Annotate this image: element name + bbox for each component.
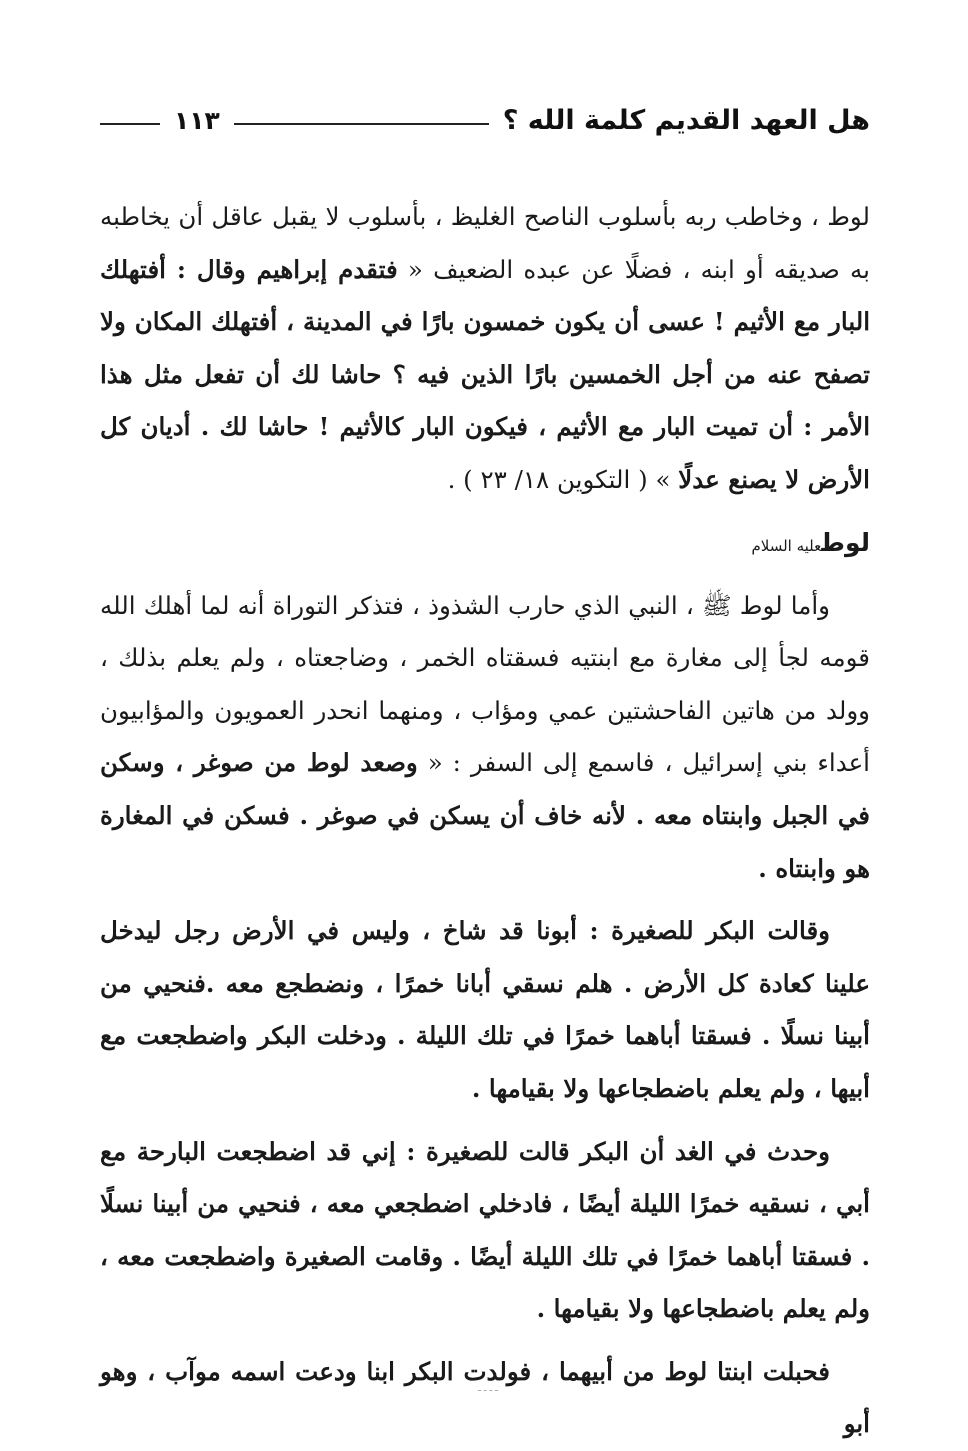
paragraph-3: [100, 905, 870, 1115]
quote-text: وقالت البكر للصغيرة : أبونا قد شاخ ، وليس في الأرض رجل ليدخل علينا كعادة كل الأرض . هلم نسقي أبانا خمرًا ، ونضطجع معه .فنحيي من أبينا نسلًا . فسقتا أباهما خمرًا في تلك الليلة . ودخلت البكر واضطجعت مع أبيها ، ولم يعلم باضطجاعها ولا بقيامها .: [100, 916, 870, 1103]
footer-mark: [478, 1390, 498, 1391]
page-number: ١١٣: [174, 105, 220, 135]
quote-text: وصعد لوط من صوغر ، وسكن في الجبل وابنتاه معه . لأنه خاف أن يسكن في صوغر . فسكن في المغارة هو وابنتاه .: [100, 748, 870, 883]
honorific-mark: عليه السلام: [751, 536, 822, 555]
paragraph-4: [100, 1126, 870, 1336]
citation-text: » ( التكوين ١٨/ ٢٣ ) .: [447, 464, 679, 494]
paragraph-text: لوط ، وخاطب ربه بأسلوب الناصح الغليظ ، بأسلوب لا يقبل عاقل أن يخاطبه به صديقه أو ابنه ، فضلًا عن عبده الضعيف «: [100, 202, 870, 284]
quote-text: فتقدم إبراهيم وقال : أفتهلك البار مع الأثيم ! عسى أن يكون خمسون بارًا في المدينة ، أفتهلك المكان ولا تصفح عنه من أجل الخمسين بارًا الذين فيه ؟ حاشا لك أن تفعل مثل هذا الأمر : أن تميت البار مع الأثيم ، فيكون البار كالأثيم ! حاشا لك . أديان كل الأرض لا يصنع عدلًا: [100, 254, 870, 494]
page: [100, 95, 870, 1439]
paragraph-text: وأما لوط ﷺ ، النبي الذي حارب الشذوذ ، فتذكر التوراة أنه لما أهلك الله قومه لجأ إلى مغارة مع ابنتيه فسقتاه الخمر ، وضاجعتاه ، ولم يعلم بذلك ، وولد من هاتين الفاحشتين عمي ومؤاب ، ومنهما انحدر العمويون والمؤابيون أعداء بني إسرائيل ، فاسمع إلى السفر : «: [100, 590, 870, 778]
body-text: [100, 191, 870, 1451]
section-heading-text: لوط: [821, 527, 870, 557]
quote-text: فحبلت ابنتا لوط من أبيهما ، فولدت البكر ابنا ودعت اسمه موآب ، وهو أبو: [100, 1356, 870, 1439]
header-title: هل العهد القديم كلمة الله ؟: [502, 104, 870, 136]
quote-text: وحدث في الغد أن البكر قالت للصغيرة : إني قد اضطجعت البارحة مع أبي ، نسقيه خمرًا الليلة أيضًا ، فادخلي اضطجعي معه ، فنحيي من أبينا نسلًا . فسقتا أباهما خمرًا في تلك الليلة أيضًا . وقامت الصغيرة واضطجعت معه ، ولم يعلم باضطجاعها ولا بقيامها .: [100, 1136, 870, 1324]
running-header: [100, 95, 870, 145]
paragraph-2: [100, 580, 870, 896]
paragraph-5: [100, 1346, 870, 1451]
section-heading: [100, 517, 870, 572]
header-rule-short: [100, 123, 160, 125]
header-rule: [234, 123, 489, 125]
paragraph-1: [100, 191, 870, 507]
